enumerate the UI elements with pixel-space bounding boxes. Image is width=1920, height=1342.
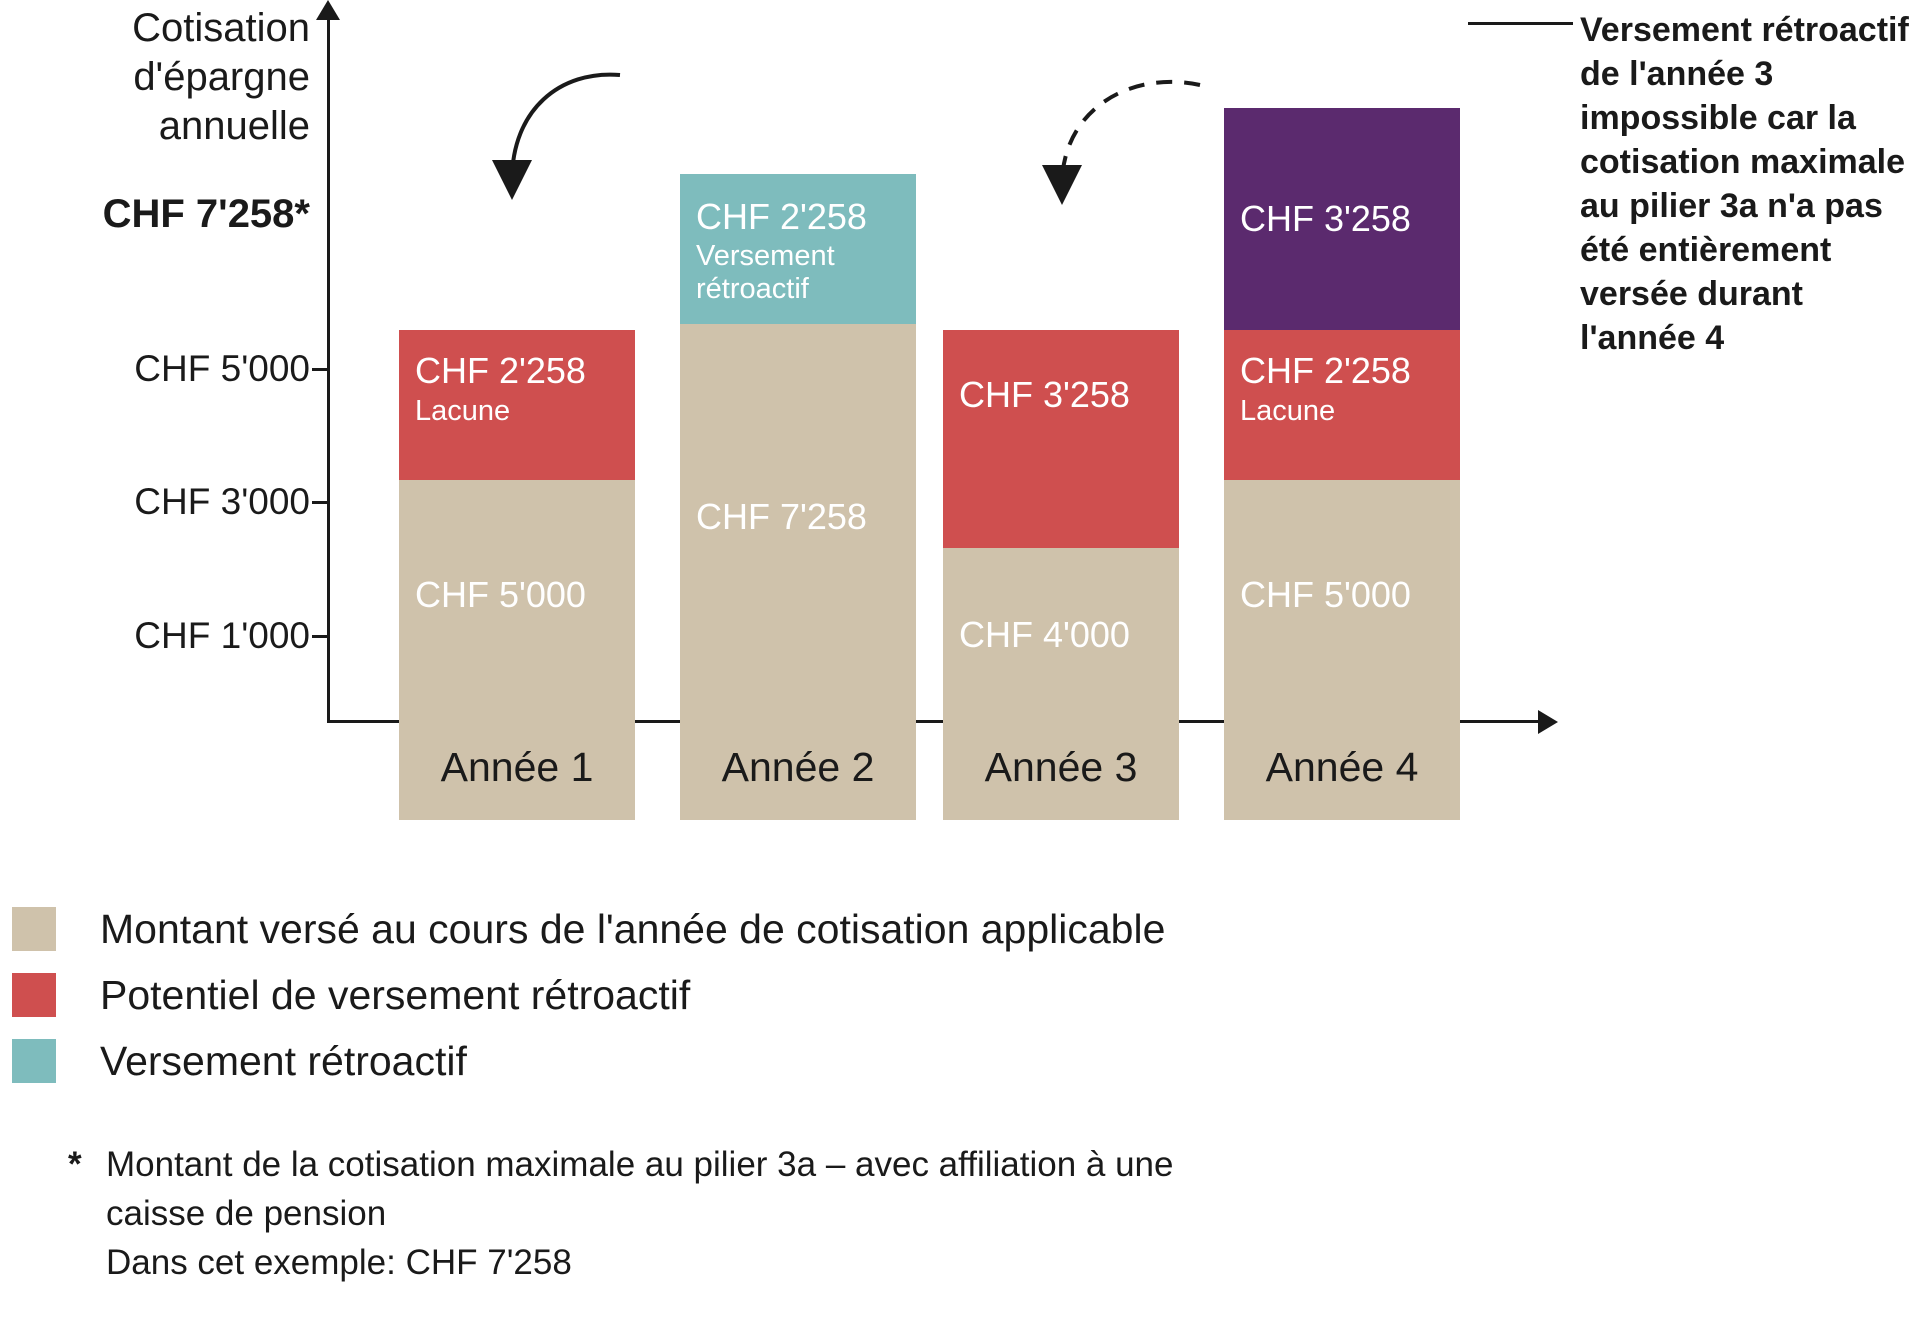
legend-label-retro: Versement rétroactif [100,1038,467,1084]
footnote-line-3: Dans cet exemple: CHF 7'258 [106,1243,572,1282]
arrow-annee1-to-annee2-icon [512,75,620,180]
footnote-marker: * [68,1145,82,1184]
bar-segment-sub: Lacune [1240,395,1336,427]
legend-item-paid [0,905,1920,953]
bar-segment-gap-annee-3 [943,330,1179,548]
bar-segment-amount: CHF 3'258 [1240,198,1411,239]
bar-segment-amount: CHF 2'258 [696,196,867,237]
y-tick-label-1000: CHF 1'000 [134,615,310,656]
annotation-leader-line [1468,22,1573,25]
bar-segment-amount: CHF 4'000 [959,614,1130,655]
legend-swatch-paid-icon [12,907,56,951]
x-category-label-annee-3: Année 3 [984,744,1138,790]
legend-item-gap [0,971,1920,1019]
bar-segment-amount: CHF 2'258 [415,350,586,391]
x-category-label-annee-2: Année 2 [721,744,875,790]
bar-segment-sub: Versement rétroactif [696,240,835,305]
legend-label-paid: Montant versé au cours de l'année de cotisation applicable [100,906,1166,952]
bar-segment-amount: CHF 3'258 [959,374,1130,415]
bar-segment-retro-annee-2 [680,174,916,324]
x-category-label-annee-4: Année 4 [1265,744,1419,790]
chart-legend [0,905,1920,1103]
x-axis-arrow-icon [1538,710,1558,734]
legend-label-gap: Potentiel de versement rétroactif [100,972,691,1018]
bar-segment-amount: CHF 5'000 [1240,574,1411,615]
legend-swatch-gap-icon [12,973,56,1017]
max-contribution-label: CHF 7'258* [102,192,310,236]
bar-segment-sub: Lacune [415,395,511,427]
bar-segment-amount: CHF 7'258 [696,496,867,537]
legend-item-retro [0,1037,1920,1085]
y-axis-title-line-2: d'épargne [133,55,310,99]
y-axis-title [20,4,310,151]
y-axis-title-line-1: Cotisation [132,6,310,50]
y-axis-line [327,10,330,722]
bar-segment-amount: CHF 2'258 [1240,350,1411,391]
annotation-text: Versement rétroactif de l'année 3 impossible car la cotisation maximale au pilier 3a n'a pas été entièrement versée durant l'année 4 [1580,11,1909,357]
arrow-annee3-to-annee4-icon [1062,82,1200,185]
y-tick-label-3000: CHF 3'000 [134,481,310,522]
bar-segment-blocked-annee-4 [1224,108,1460,330]
legend-swatch-retro-icon [12,1039,56,1083]
bar-segment-gap-annee-4 [1224,330,1460,480]
footnote [68,1140,1576,1287]
y-axis-title-line-3: annuelle [158,104,310,148]
footnote-line-2: caisse de pension [106,1194,387,1233]
footnote-line-1: Montant de la cotisation maximale au pilier 3a – avec affiliation à une [106,1145,1174,1184]
bar-segment-gap-annee-1 [399,330,635,480]
y-tick-label-5000: CHF 5'000 [134,348,310,389]
bar-segment-amount: CHF 5'000 [415,574,586,615]
x-category-label-annee-1: Année 1 [440,744,594,790]
